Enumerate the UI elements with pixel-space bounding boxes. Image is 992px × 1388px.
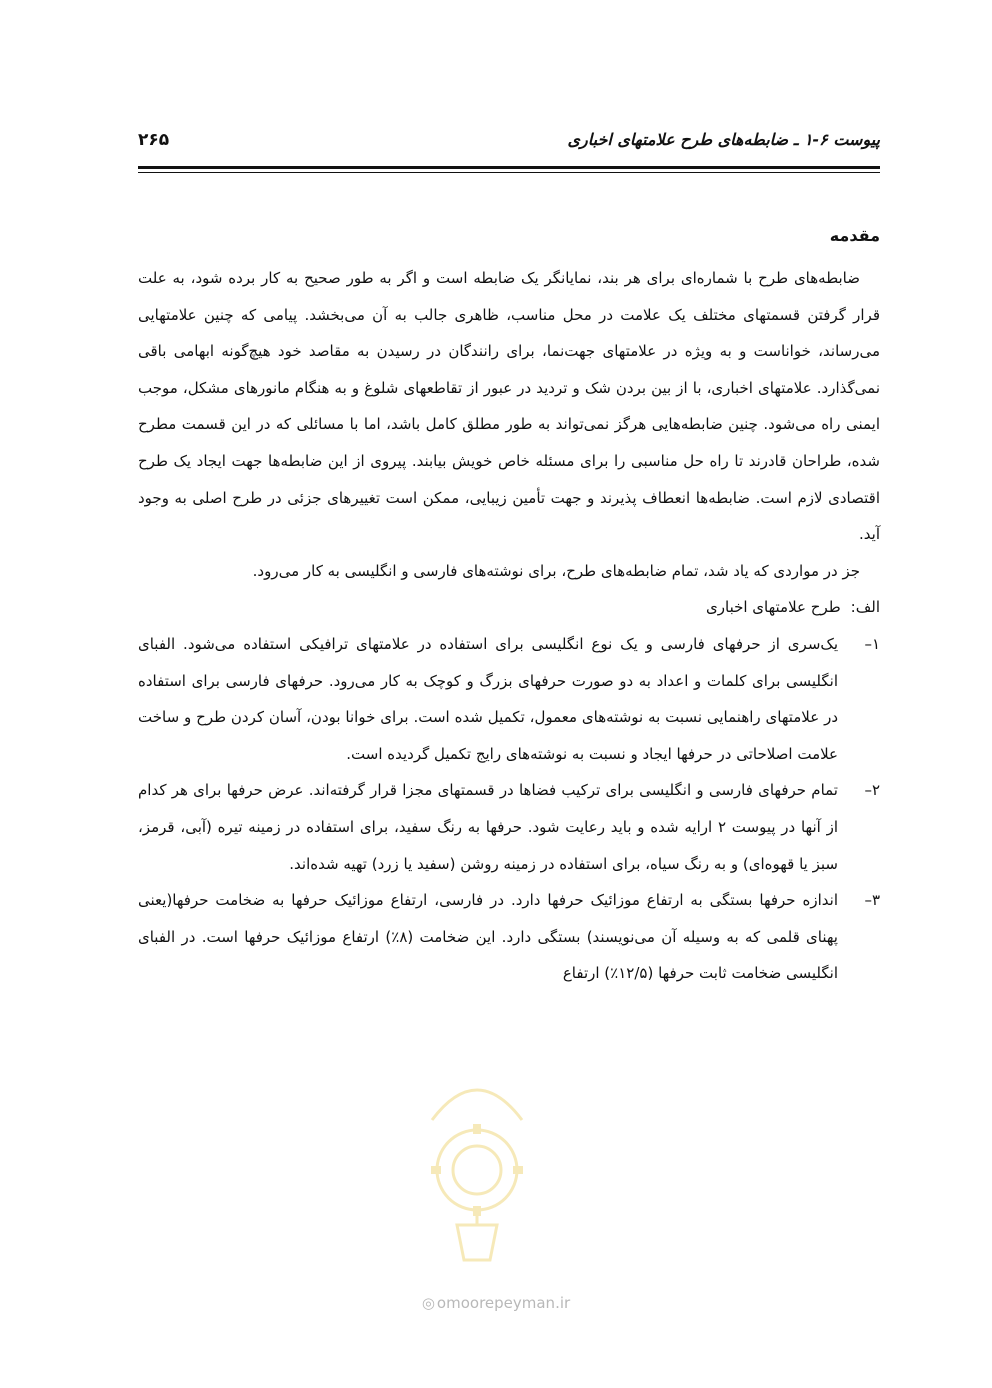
list-item-text: اندازه حرفها بستگی به ارتفاع موزائیک حرفها دارد. در فارسی، ارتفاع موزائیک حرفها به ضخامت حرفها(یعنی پهنای قلمی که به وسیله آن می‌نویسند) بستگی دارد. این ضخامت (۸٪) ارتفاع موزائیک حرفها است. در الفبای انگلیسی ضخامت ثابت حرفها (۱۲/۵٪) ارتفاع: [138, 891, 838, 983]
subsection-heading: [138, 589, 880, 626]
watermark-credit: [0, 1294, 992, 1312]
header-rule-thick: [138, 166, 880, 169]
seal-tooth: [513, 1166, 523, 1174]
header-rule-thin: [138, 172, 880, 173]
seal-tooth: [473, 1124, 481, 1134]
page-number: ۲۶۵: [138, 130, 170, 150]
seal-inner-ring: [453, 1146, 501, 1194]
intro-paragraph: ضابطه‌های طرح با شماره‌ای برای هر بند، نمایانگر یک ضابطه است و اگر به طور صحیح به کار برده شود، به علت قرار گرفتن قسمتهای مختلف یک علامت در محل مناسب، ظاهری جالب به آن می‌بخشد. پیامی که چنین علامتهایی می‌رساند، خواناست و به ویژه در علامتهای جهت‌نما، برای رانندگان در رسیدن به مقاصد خود هیچ‌گونه ابهامی باقی نمی‌گذارد. علامتهای اخباری، با از بین بردن شک و تردید در عبور از تقاطعهای شلوغ و به هنگام مانورهای مشکل، موجب ایمنی راه می‌شود. چنین ضابطه‌هایی هرگز نمی‌تواند به طور مطلق کامل باشد، اما با مسائلی که در این قسمت مطرح شده، طراحان قادرند تا راه حل مناسبی را برای مسئله خاص خویش بیابند. پیروی از این ضابطه‌ها جهت ایجاد یک طرح اقتصادی لازم است. ضابطه‌ها انعطاف پذیرند و جهت تأمین زیبایی، ممکن است تغییرهای جزئی در طرح اصلی به وجود آید.: [138, 269, 880, 544]
list-marker: ۱–: [864, 634, 880, 653]
watermark-credit-text: omoorepeyman.ir: [436, 1294, 571, 1312]
seal-base: [457, 1225, 497, 1260]
running-title: پیوست ۶-۱ ـ ضابطه‌های طرح علامتهای اخباری: [567, 130, 880, 149]
subsection-title: طرح علامتهای اخباری: [706, 598, 841, 617]
section-heading: مقدمه: [829, 226, 880, 245]
seal-tooth: [431, 1166, 441, 1174]
seal-gear: [437, 1130, 517, 1210]
globe-icon: ◎: [421, 1294, 435, 1312]
subsection-label: الف:: [850, 598, 880, 617]
seal-arch: [432, 1090, 522, 1120]
seal-tooth: [473, 1206, 481, 1216]
list-item: [138, 772, 880, 882]
list-item: [138, 626, 880, 772]
watermark-seal: [402, 1060, 552, 1280]
list-item: [138, 882, 880, 992]
rules-list: [138, 626, 880, 992]
list-marker: ۲–: [864, 781, 880, 800]
page-header: [138, 122, 880, 162]
page-body: [138, 218, 880, 992]
list-item-text: یک‌سری از حرفهای فارسی و یک نوع انگلیسی برای استفاده در علامتهای ترافیکی استفاده می‌شود. الفبای انگلیسی برای کلمات و اعداد به دو صورت حرفهای بزرگ و کوچک به کار می‌رود. حرفهای فارسی برای استفاده در علامتهای راهنمایی نسبت به نوشته‌های معمول، تکمیل شده است. برای خوانا بودن، آسان کردن طرح و ساخت علامت اصلاحاتی در حرفها ایجاد و نسبت به نوشته‌های رایج تکمیل گردیده است.: [138, 634, 838, 763]
list-item-text: تمام حرفهای فارسی و انگلیسی برای ترکیب فضاها در قسمتهای مجزا قرار گرفته‌اند. عرض حرفها برای هر کدام از آنها در پیوست ۲ ارایه شده و باید رعایت شود. حرفها به رنگ سفید، برای استفاده در زمینه تیره (آبی، قرمز، سبز یا قهوه‌ای) و به رنگ سیاه، برای استفاده در زمینه روشن (سفید یا زرد) تهیه شده‌اند.: [138, 781, 838, 873]
list-marker: ۳–: [864, 891, 880, 910]
note-paragraph: جز در مواردی که یاد شد، تمام ضابطه‌های طرح، برای نوشته‌های فارسی و انگلیسی به کار می‌رود.: [252, 561, 860, 580]
